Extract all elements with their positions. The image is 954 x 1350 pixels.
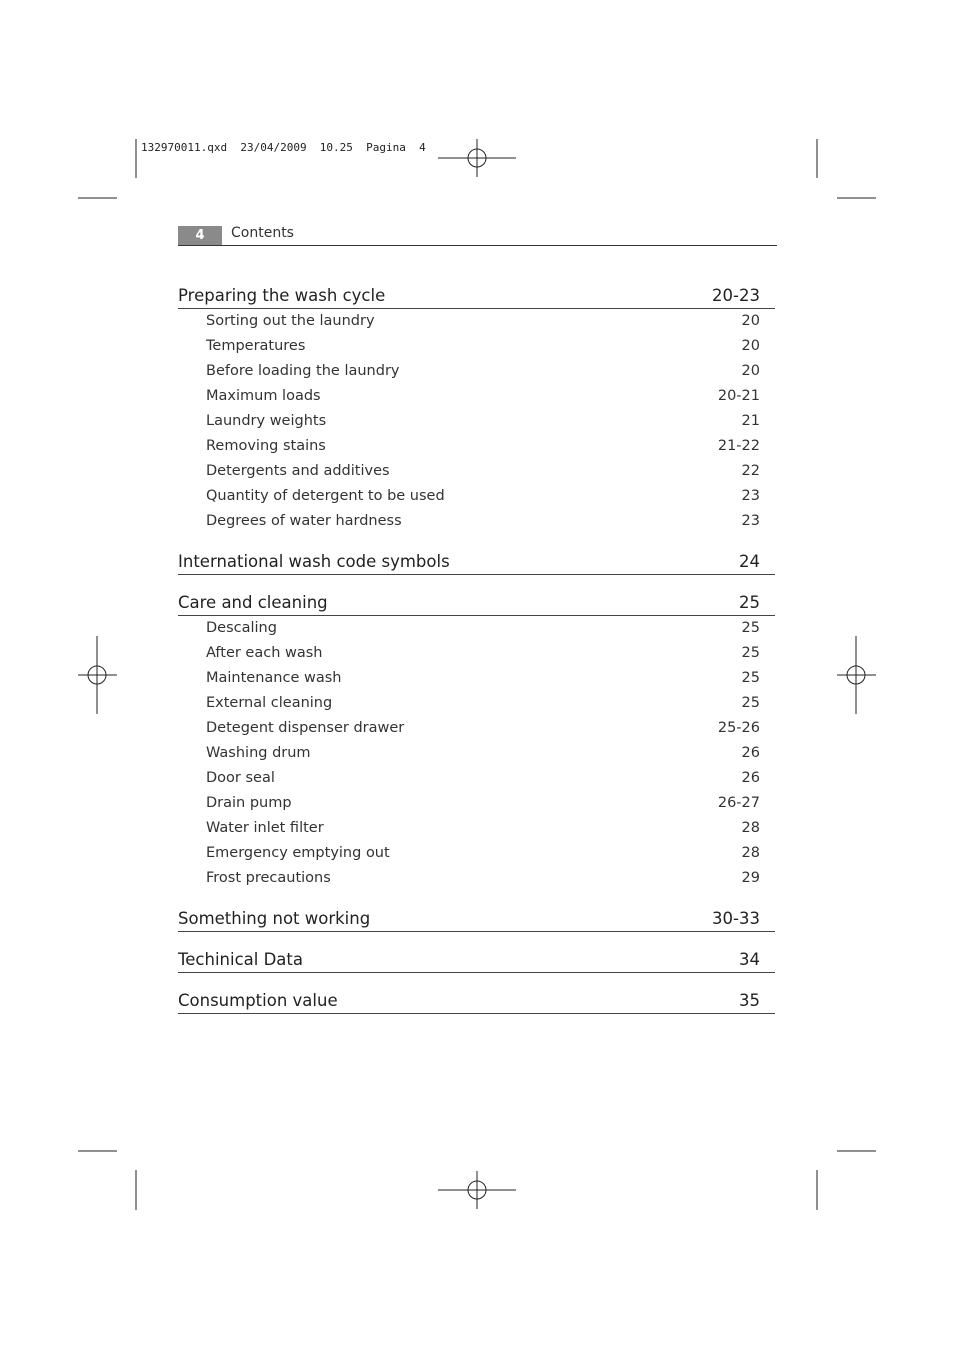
toc-entry-label: Washing drum [206, 745, 311, 761]
toc-entry-label: Laundry weights [206, 413, 327, 429]
toc-section-title: Techinical Data [178, 950, 303, 969]
toc-entry[interactable] [178, 716, 775, 741]
toc-entry-label: External cleaning [206, 695, 333, 711]
registration-mark-top [438, 139, 516, 177]
toc-entry-pages: 20 [741, 313, 760, 329]
toc-entry-list [178, 309, 775, 534]
toc-entry-label: Quantity of detergent to be used [206, 488, 445, 504]
toc-entry[interactable] [178, 616, 775, 641]
toc-section-title: Care and cleaning [178, 593, 328, 612]
toc-entry[interactable] [178, 434, 775, 459]
toc-section-pages: 25 [739, 593, 760, 612]
toc-section-heading[interactable] [178, 907, 775, 932]
toc-entry[interactable] [178, 509, 775, 534]
toc-entry-label: Maximum loads [206, 388, 321, 404]
toc-entry-label: Removing stains [206, 438, 326, 454]
toc-entry-label: Detegent dispenser drawer [206, 720, 405, 736]
toc-entry-label: Detergents and additives [206, 463, 390, 479]
toc-entry[interactable] [178, 866, 775, 891]
toc-entry-pages: 20 [741, 338, 760, 354]
toc-section-pages: 35 [739, 991, 760, 1010]
page-number-badge: 4 [178, 226, 222, 245]
toc-entry[interactable] [178, 334, 775, 359]
toc-entry-pages: 29 [741, 870, 760, 886]
toc-entry-label: Before loading the laundry [206, 363, 400, 379]
toc-section-title: Consumption value [178, 991, 338, 1010]
registration-mark-left [78, 636, 117, 714]
toc-section-heading[interactable] [178, 550, 775, 575]
toc-entry-label: Degrees of water hardness [206, 513, 402, 529]
toc-entry-label: Frost precautions [206, 870, 331, 886]
toc-section-pages: 20-23 [712, 286, 760, 305]
toc-entry-pages: 23 [741, 513, 760, 529]
toc-entry-pages: 25 [741, 670, 760, 686]
toc-entry-pages: 25 [741, 620, 760, 636]
toc-section-title: Preparing the wash cycle [178, 286, 386, 305]
toc-entry-label: Door seal [206, 770, 275, 786]
toc-entry-pages: 21-22 [717, 438, 760, 454]
toc-section-title: Something not working [178, 909, 371, 928]
toc-entry-label: Water inlet filter [206, 820, 324, 836]
toc-entry-label: Maintenance wash [206, 670, 342, 686]
toc-entry[interactable] [178, 816, 775, 841]
toc-entry-pages: 25 [741, 645, 760, 661]
toc-entry-pages: 23 [741, 488, 760, 504]
toc-section [178, 989, 775, 1014]
toc-entry[interactable] [178, 359, 775, 384]
toc-entry-pages: 25 [741, 695, 760, 711]
toc-entry-label: Descaling [206, 620, 277, 636]
toc-section [178, 907, 775, 932]
toc-entry-label: Temperatures [206, 338, 306, 354]
toc-section-title: International wash code symbols [178, 552, 450, 571]
toc-entry[interactable] [178, 641, 775, 666]
toc-entry-pages: 20-21 [717, 388, 760, 404]
toc-entry[interactable] [178, 459, 775, 484]
toc-section [178, 550, 775, 575]
toc-entry[interactable] [178, 741, 775, 766]
toc-entry[interactable] [178, 791, 775, 816]
toc-entry-label: Sorting out the laundry [206, 313, 375, 329]
toc-entry[interactable] [178, 841, 775, 866]
toc-entry[interactable] [178, 409, 775, 434]
toc-entry-label: After each wash [206, 645, 323, 661]
toc-section [178, 284, 775, 534]
toc-entry-pages: 21 [741, 413, 760, 429]
toc-entry-pages: 26-27 [717, 795, 760, 811]
toc-entry-label: Emergency emptying out [206, 845, 390, 861]
toc-entry[interactable] [178, 309, 775, 334]
toc-section [178, 591, 775, 891]
page-header-title: Contents [231, 225, 294, 241]
toc-entry-label: Drain pump [206, 795, 292, 811]
toc-entry-pages: 28 [741, 845, 760, 861]
toc-entry-pages: 26 [741, 745, 760, 761]
toc-entry-pages: 25-26 [717, 720, 760, 736]
header-rule [178, 245, 777, 246]
toc-entry-pages: 20 [741, 363, 760, 379]
toc-entry[interactable] [178, 766, 775, 791]
toc-section [178, 948, 775, 973]
toc-entry[interactable] [178, 666, 775, 691]
toc-entry-pages: 28 [741, 820, 760, 836]
toc-entry[interactable] [178, 484, 775, 509]
toc-section-heading[interactable] [178, 948, 775, 973]
toc-section-heading[interactable] [178, 284, 775, 309]
toc-entry-list [178, 616, 775, 891]
toc-section-heading[interactable] [178, 591, 775, 616]
registration-mark-right [837, 636, 876, 714]
toc-section-pages: 24 [739, 552, 760, 571]
toc-entry-pages: 26 [741, 770, 760, 786]
toc-entry[interactable] [178, 384, 775, 409]
toc-entry[interactable] [178, 691, 775, 716]
toc-section-heading[interactable] [178, 989, 775, 1014]
toc-entry-pages: 22 [741, 463, 760, 479]
table-of-contents [178, 284, 775, 1030]
print-job-info: 132970011.qxd 23/04/2009 10.25 Pagina 4 [141, 141, 426, 154]
toc-section-pages: 34 [739, 950, 760, 969]
toc-section-pages: 30-33 [712, 909, 760, 928]
registration-mark-bottom [438, 1171, 516, 1209]
